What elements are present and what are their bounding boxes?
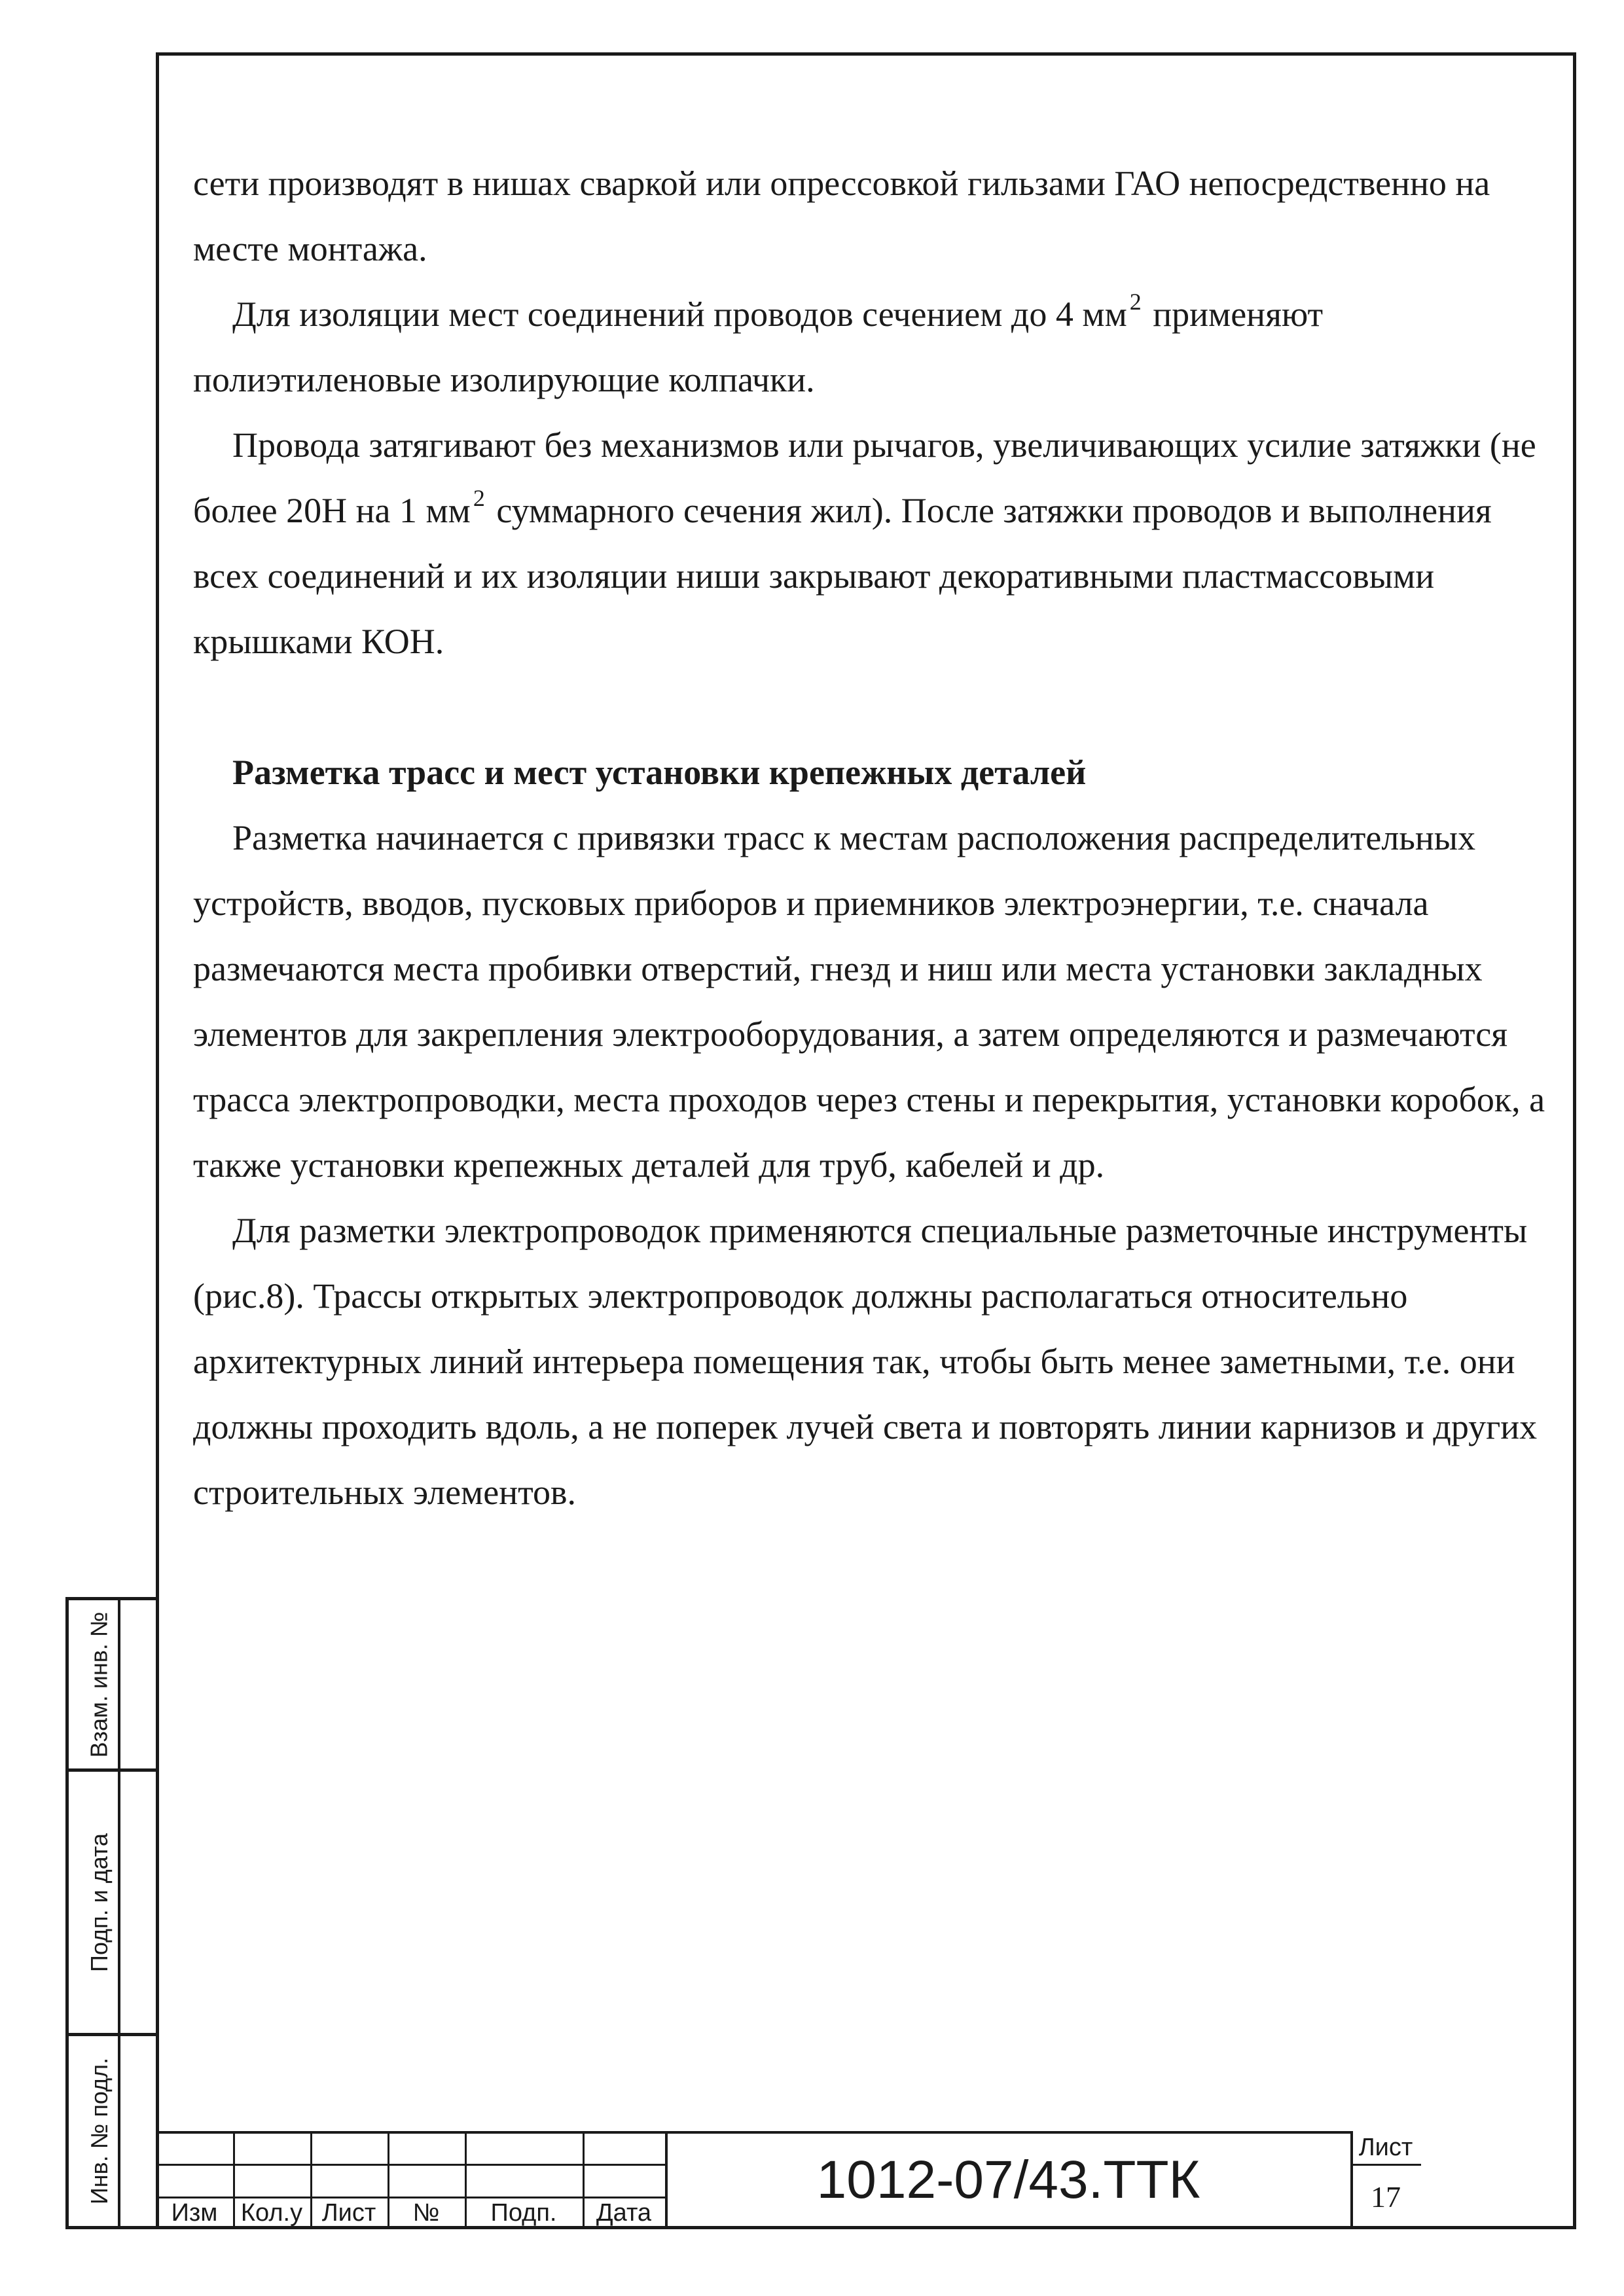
paragraph-2-text-b: применяют полиэтиленовые изолирующие колпачки. (193, 295, 1324, 399)
sheet-number: 17 (1371, 2179, 1401, 2214)
header-podp: Подп. (490, 2198, 557, 2227)
stamp-inv-podl: Инв. № подл. (86, 2057, 113, 2205)
document-body (193, 151, 1555, 1525)
paragraph-3 (193, 412, 1555, 674)
header-kol-uch: Кол.у (240, 2198, 303, 2227)
stamp-podp-data: Подп. и дата (86, 1833, 113, 1972)
superscript: 2 (473, 485, 485, 511)
spacer (193, 674, 1555, 740)
superscript: 2 (1129, 289, 1142, 315)
header-izm: Изм (171, 2198, 218, 2227)
paragraph-3-text-a: Провода затягивают без механизмов или рычагов, увеличивающих усилие затяжки (не более 20Н на 1 мм (193, 425, 1536, 530)
header-list: Лист (321, 2198, 376, 2227)
title-block (156, 2131, 1576, 2229)
paragraph-2 (193, 281, 1555, 412)
document-code: 1012-07/43.ТТК (816, 2150, 1200, 2210)
paragraph-4: Разметка начинается с привязки трасс к местам расположения распределительных устройств, вводов, пусковых приборов и приемников электроэнергии, т.е. сначала размечаются места пробивки отверстий, гнезд и ниш или места установки закладных элементов для закрепления электрооборудования, а затем определяются и размечаются трасса электропроводки, места проходов через стены и перекрытия, установки коробок, а также установки крепежных деталей для труб, кабелей и др. (193, 818, 1545, 1185)
paragraph-3-text-b: суммарного сечения жил). После затяжки проводов и выполнения всех соединений и их изоляции ниши закрывают декоративными пластмассовыми крышками КОН. (193, 491, 1492, 661)
paragraph-1: сети производят в нишах сваркой или опрессовкой гильзами ГАО непосредственно на месте монтажа. (193, 164, 1490, 268)
paragraph-2-text-a: Для изоляции мест соединений проводов сечением до 4 мм (232, 295, 1127, 334)
side-stamp (65, 1597, 156, 2229)
sheet-label: Лист (1358, 2133, 1413, 2161)
section-heading: Разметка трасс и мест установки крепежных деталей (232, 753, 1087, 792)
header-data: Дата (596, 2198, 652, 2227)
stamp-vzam-inv: Взам. инв. № (86, 1611, 113, 1758)
paragraph-5: Для разметки электропроводок применяются специальные разметочные инструменты (рис.8). Трассы открытых электропроводок должны располагаться относительно архитектурных линий интерьера помещения так, чтобы быть менее заметными, т.е. они должны проходить вдоль, а не поперек лучей света и повторять линии карнизов и других строительных элементов. (193, 1211, 1538, 1512)
header-doc-number: № (412, 2198, 440, 2227)
